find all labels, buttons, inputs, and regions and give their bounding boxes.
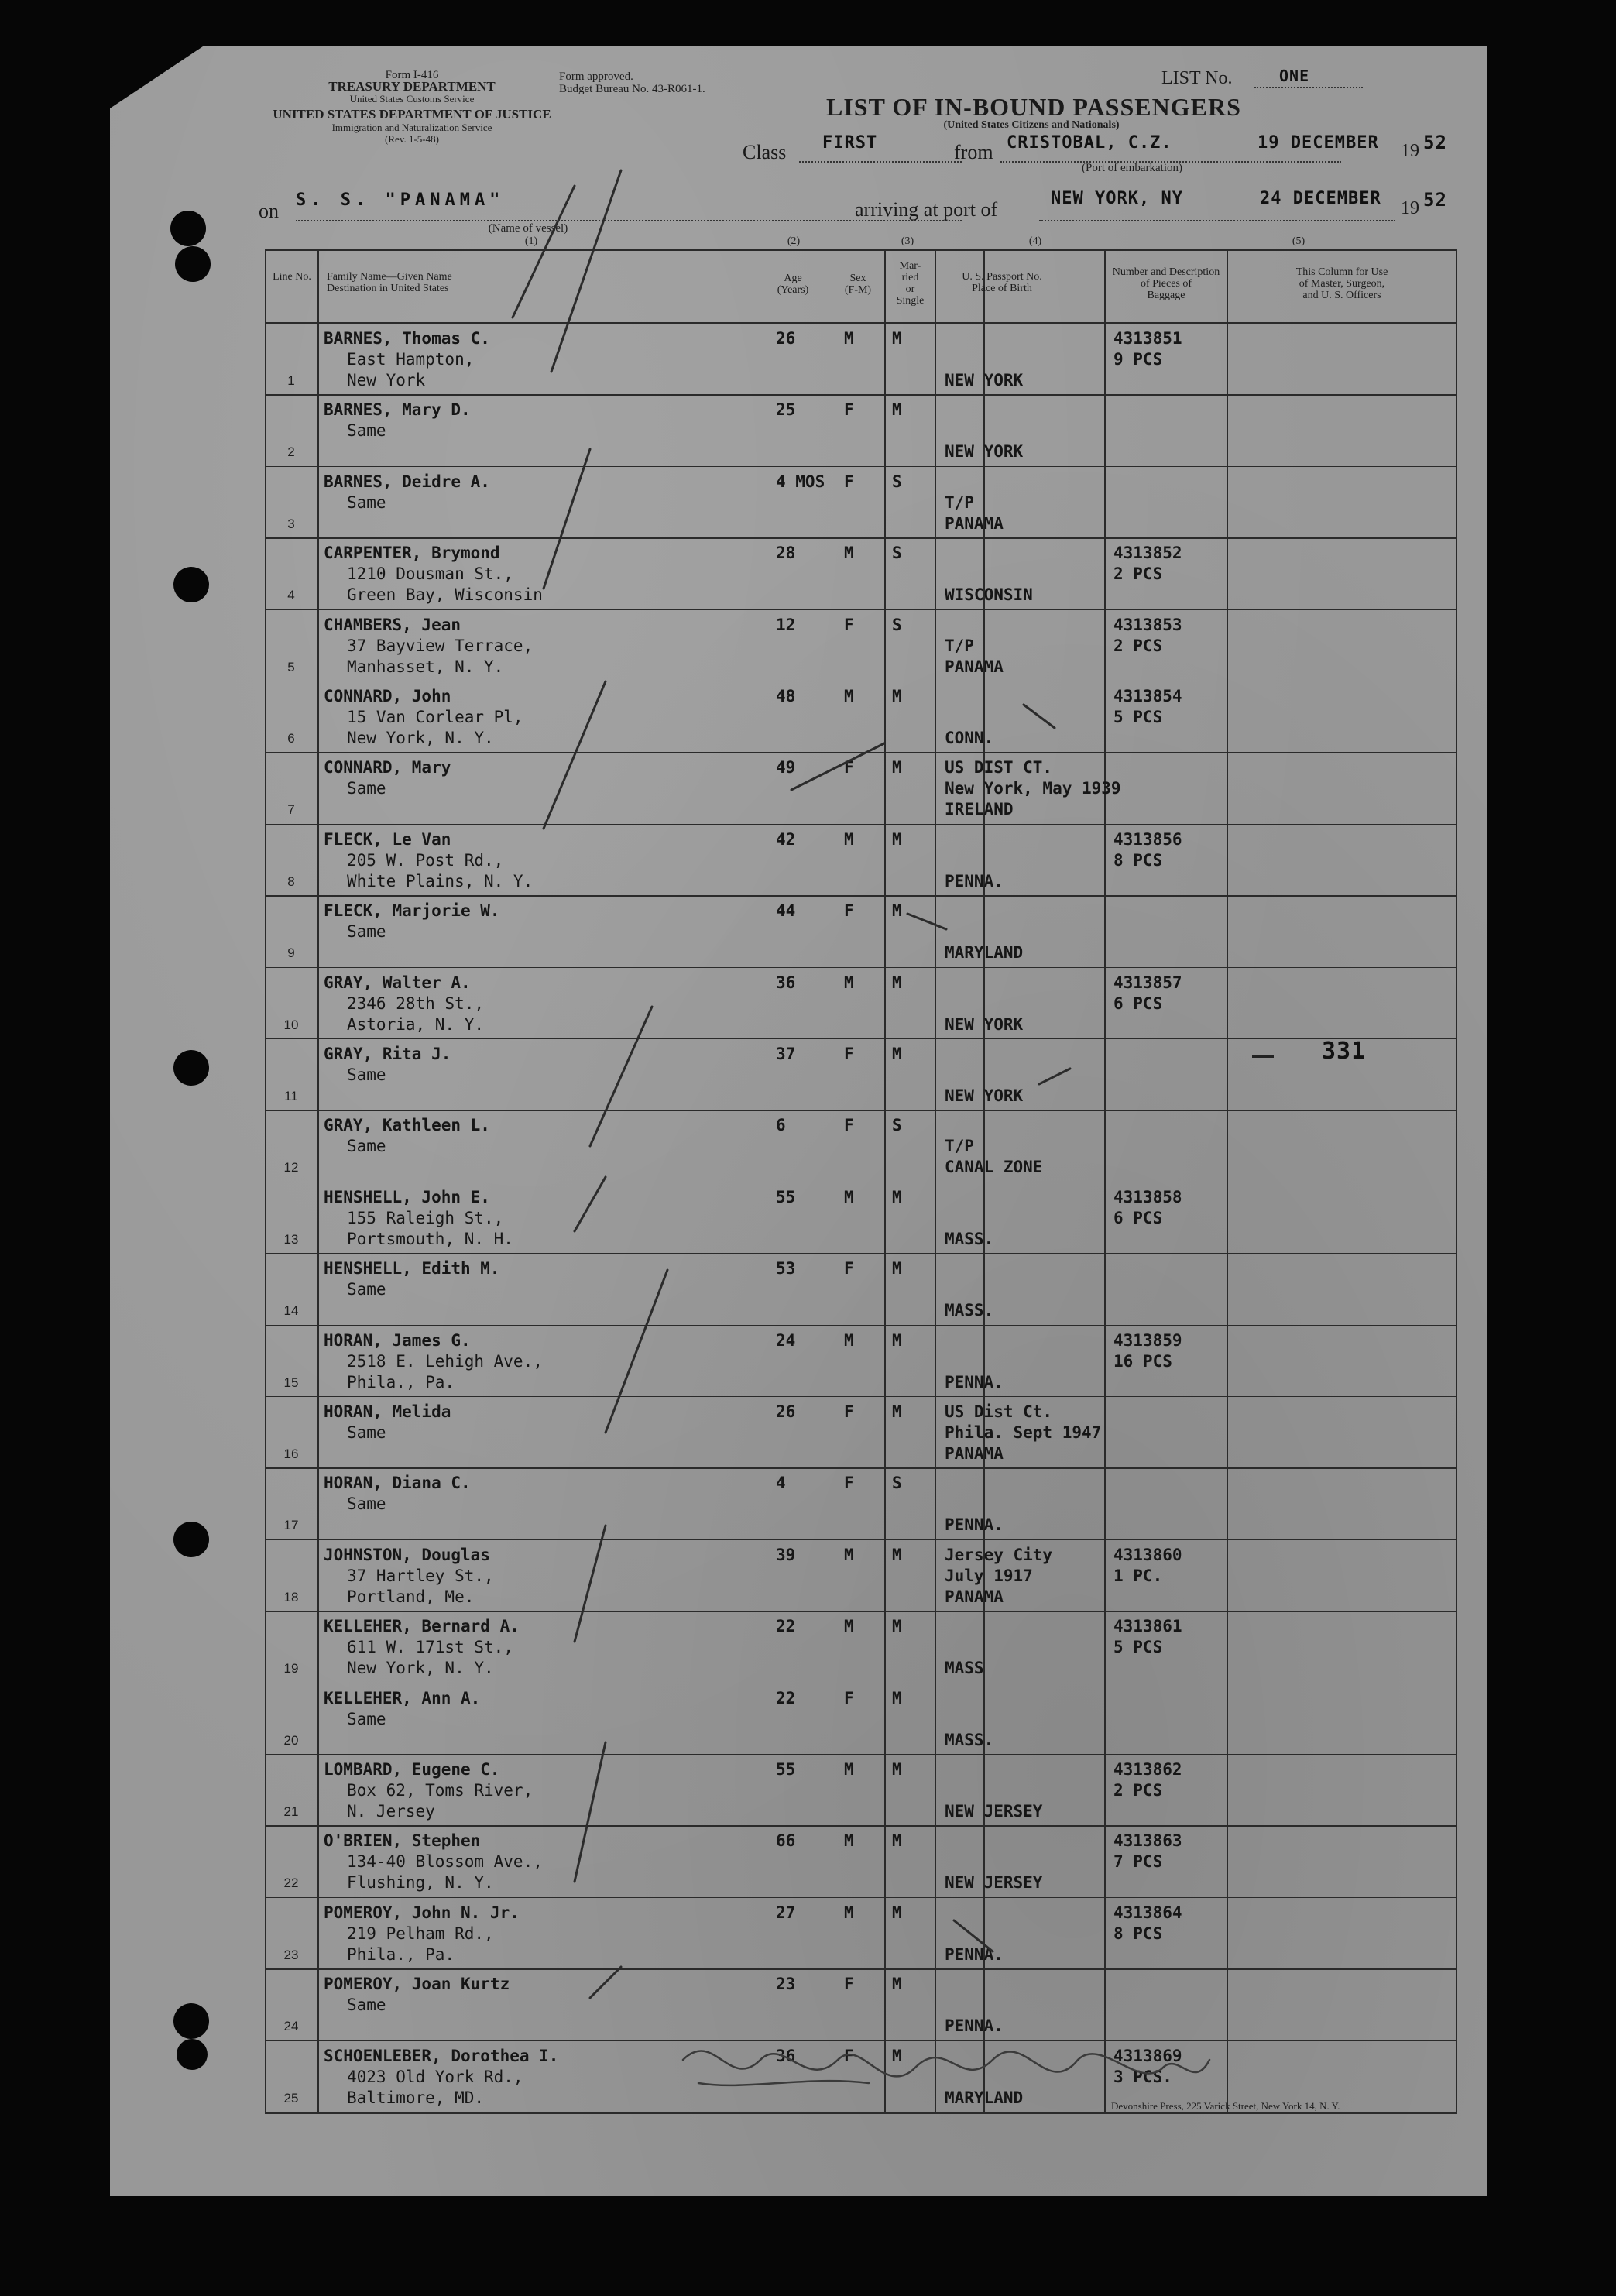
line-number: 11 [284, 1089, 298, 1103]
destination-line: Box 62, Toms River, [347, 1781, 534, 1800]
col-num: (3) [901, 235, 914, 247]
marital-value: M [892, 1831, 902, 1851]
pen-tick-mark [907, 914, 946, 929]
age-value: 22 [776, 1617, 796, 1636]
age-value: 55 [776, 1187, 796, 1206]
line-number: 5 [287, 659, 295, 674]
baggage-pieces: 9 PCS [1113, 350, 1163, 369]
place-of-birth: MARYLAND [945, 2088, 1024, 2107]
age-value: 36 [776, 2046, 796, 2065]
destination-line: Astoria, N. Y. [347, 1014, 485, 1034]
baggage-number: 4313853 [1113, 615, 1182, 634]
arrival-year-prefix: 19 [1401, 198, 1419, 218]
place-of-birth: NEW YORK [945, 1086, 1024, 1105]
baggage-pieces: 1 PC. [1113, 1566, 1163, 1585]
marital-value: M [892, 901, 902, 921]
place-of-birth: IRELAND [945, 800, 1014, 819]
sex-value: M [844, 544, 854, 563]
line-number: 3 [287, 516, 295, 531]
destination-line: 2346 28th St., [347, 994, 485, 1013]
baggage-number: 4313864 [1113, 1903, 1182, 1922]
marital-value: M [892, 1045, 902, 1063]
baggage-number: 4313858 [1113, 1187, 1182, 1206]
baggage-pieces: 6 PCS [1113, 994, 1163, 1013]
sex-value: M [844, 1330, 854, 1350]
baggage-number: 4313859 [1113, 1330, 1182, 1350]
baggage-pieces: 6 PCS [1113, 1208, 1163, 1227]
page-subtitle: (United States Citizens and Nationals) [943, 119, 1120, 131]
col-passport: U. S. Passport No. Place of Birth [962, 271, 1042, 294]
baggage-number: 4313869 [1113, 2046, 1182, 2065]
line-number: 12 [283, 1160, 299, 1175]
line-number: 9 [287, 946, 295, 961]
destination-line: Manhasset, N. Y. [347, 657, 504, 676]
destination-line: 15 Van Corlear Pl, [347, 708, 523, 726]
officer-note: 331 [1322, 1038, 1367, 1065]
col-num: (2) [787, 235, 801, 247]
baggage-pieces: 16 PCS [1113, 1351, 1172, 1371]
destination-line: Portsmouth, N. H. [347, 1229, 513, 1248]
line-number: 10 [283, 1017, 299, 1032]
passenger-name: CONNARD, Mary [324, 758, 451, 777]
baggage-pieces: 8 PCS [1113, 1924, 1163, 1943]
sex-value: F [844, 1688, 854, 1707]
passenger-name: HORAN, James G. [324, 1330, 471, 1350]
destination-line: 1210 Dousman St., [347, 565, 513, 584]
place-of-birth: PENNA. [945, 2016, 1004, 2036]
age-value: 24 [776, 1330, 796, 1350]
pen-check-mark [513, 186, 575, 317]
marital-value: M [892, 829, 902, 849]
age-value: 48 [776, 687, 796, 705]
place-of-birth: PANAMA [945, 1444, 1004, 1463]
baggage-number: 4313852 [1113, 544, 1182, 563]
marital-value: M [892, 1330, 902, 1350]
line-number: 19 [283, 1661, 299, 1677]
baggage-pieces: 2 PCS [1113, 1781, 1163, 1800]
passenger-name: BARNES, Deidre A. [324, 472, 490, 491]
passenger-name: CONNARD, John [324, 687, 451, 705]
pen-check-mark [590, 1007, 652, 1146]
place-of-birth: PENNA. [945, 871, 1004, 891]
line-number: 16 [283, 1447, 299, 1461]
place-of-birth: PENNA. [945, 1944, 1004, 1964]
place-of-birth: MASS. [945, 1301, 994, 1320]
line-number: 25 [283, 2090, 299, 2106]
baggage-pieces: 5 PCS [1113, 1638, 1163, 1657]
from-port: CRISTOBAL, C.Z. [1007, 133, 1172, 153]
baggage-number: 4313860 [1113, 1545, 1182, 1564]
destination-line: Same [347, 1423, 386, 1442]
destination-line: Same [347, 1066, 386, 1084]
age-value: 25 [776, 400, 796, 420]
pen-check-mark [575, 1177, 606, 1231]
age-value: 4 [776, 1474, 786, 1493]
marital-value: M [892, 1259, 902, 1278]
treasury-dept: TREASURY DEPARTMENT [328, 79, 496, 94]
passenger-name: FLECK, Marjorie W. [324, 901, 500, 921]
baggage-number: 4313851 [1113, 329, 1182, 348]
passenger-name: KELLEHER, Ann A. [324, 1688, 481, 1707]
budget-bureau: Budget Bureau No. 43-R061-1. [559, 83, 705, 95]
baggage-number: 4313854 [1113, 687, 1182, 705]
baggage-pieces: 7 PCS [1113, 1852, 1163, 1872]
on-label: on [259, 200, 279, 222]
arrival-year: 52 [1423, 189, 1447, 211]
sex-value: M [844, 829, 854, 849]
passenger-name: CHAMBERS, Jean [324, 615, 461, 634]
line-number: 2 [287, 444, 295, 460]
destination-line: White Plains, N. Y. [347, 871, 534, 891]
customs-service: United States Customs Service [349, 93, 475, 105]
destination-line: New York, N. Y. [347, 729, 494, 747]
sex-value: M [844, 329, 854, 348]
place-of-birth: MASS. [945, 1730, 994, 1749]
age-value: 39 [776, 1545, 796, 1564]
destination-line: 37 Bayview Terrace, [347, 636, 534, 655]
destination-line: Same [347, 922, 386, 942]
destination-line: New York [347, 371, 426, 390]
destination-line: Phila., Pa. [347, 1372, 455, 1392]
marital-value: M [892, 1975, 902, 1994]
sex-value: F [844, 2046, 854, 2065]
pen-check-mark [575, 1526, 606, 1642]
sex-value: F [844, 1259, 854, 1278]
pen-tick-mark [954, 1920, 993, 1951]
handwritten-marks [110, 46, 1487, 2196]
destination-line: Same [347, 779, 386, 798]
marital-value: M [892, 687, 902, 705]
line-number: 22 [283, 1876, 299, 1891]
baggage-pieces: 5 PCS [1113, 708, 1163, 726]
baggage-pieces: 3 PCS. [1113, 2067, 1172, 2086]
passenger-name: CARPENTER, Brymond [324, 544, 500, 563]
destination-line: N. Jersey [347, 1802, 435, 1821]
marital-value: M [892, 1617, 902, 1636]
passenger-name: HENSHELL, John E. [324, 1187, 490, 1206]
marital-value: M [892, 1187, 902, 1206]
passport-line: New York, May 1939 [945, 779, 1121, 798]
line-number: 8 [287, 873, 295, 889]
sex-value: M [844, 1903, 854, 1922]
destination-line: Baltimore, MD. [347, 2088, 485, 2107]
revision: (Rev. 1-5-48) [385, 133, 439, 145]
place-of-birth: NEW JERSEY [945, 1873, 1043, 1893]
marital-value: M [892, 1402, 902, 1421]
age-value: 37 [776, 1045, 796, 1063]
sex-value: M [844, 973, 854, 992]
place-of-birth: WISCONSIN [945, 585, 1033, 605]
age-value: 22 [776, 1688, 796, 1707]
age-value: 26 [776, 1402, 796, 1421]
vessel-name: S. S. "PANAMA" [296, 190, 505, 210]
place-of-birth: PENNA. [945, 1515, 1004, 1535]
passenger-name: GRAY, Rita J. [324, 1045, 451, 1063]
col-age: Age (Years) [777, 273, 809, 296]
pen-check-mark [551, 170, 621, 372]
destination-line: Portland, Me. [347, 1587, 475, 1606]
place-of-birth: PANAMA [945, 1587, 1004, 1606]
marital-value: S [892, 1116, 902, 1135]
passenger-name: HORAN, Melida [324, 1402, 451, 1421]
passenger-name: POMEROY, Joan Kurtz [324, 1975, 510, 1994]
printer-credit: Devonshire Press, 225 Varick Street, New York 14, N. Y. [1111, 2100, 1340, 2112]
sex-value: F [844, 1045, 854, 1063]
marital-value: S [892, 1474, 902, 1493]
baggage-number: 4313863 [1113, 1831, 1182, 1851]
col-name: Family Name—Given Name Destination in United States [327, 271, 452, 294]
age-value: 36 [776, 973, 796, 992]
col-officers: This Column for Use of Master, Surgeon, and U. S. Officers [1295, 266, 1388, 301]
age-value: 49 [776, 758, 796, 777]
list-value: ONE [1279, 67, 1310, 85]
destination-line: 4023 Old York Rd., [347, 2067, 523, 2086]
marital-value: S [892, 544, 902, 563]
line-number: 13 [283, 1231, 299, 1247]
age-value: 27 [776, 1903, 796, 1922]
pen-check-mark [544, 681, 606, 829]
class-value: FIRST [822, 133, 878, 153]
marital-value: M [892, 400, 902, 420]
destination-line: 611 W. 171st St., [347, 1638, 513, 1657]
baggage-pieces: 2 PCS [1113, 565, 1163, 584]
pen-check-mark [590, 1967, 621, 1998]
from-year-prefix: 19 [1401, 141, 1419, 161]
destination-line: Green Bay, Wisconsin [347, 585, 543, 605]
place-of-birth: PENNA. [945, 1372, 1004, 1392]
baggage-number: 4313857 [1113, 973, 1182, 992]
sex-value: F [844, 1116, 854, 1135]
destination-line: 134-40 Blossom Ave., [347, 1852, 543, 1872]
passenger-name: GRAY, Kathleen L. [324, 1116, 490, 1135]
marital-value: M [892, 1903, 902, 1922]
sex-value: F [844, 1474, 854, 1493]
line-number: 18 [283, 1589, 299, 1604]
place-of-birth: MASS [945, 1659, 984, 1678]
passenger-name: HENSHELL, Edith M. [324, 1259, 500, 1278]
arriving-label: arriving at port of [855, 198, 998, 221]
col-num: (4) [1028, 235, 1042, 247]
line-number: 14 [283, 1303, 299, 1319]
passenger-name: JOHNSTON, Douglas [324, 1545, 490, 1564]
sex-value: F [844, 1402, 854, 1421]
baggage-pieces: 2 PCS [1113, 636, 1163, 655]
age-value: 42 [776, 829, 796, 849]
passenger-name: HORAN, Diana C. [324, 1474, 471, 1493]
sex-value: F [844, 400, 854, 420]
marital-value: S [892, 615, 902, 634]
destination-line: Flushing, N. Y. [347, 1873, 494, 1893]
destination-line: East Hampton, [347, 350, 475, 369]
passport-line: Jersey City [945, 1545, 1053, 1564]
passenger-name: BARNES, Thomas C. [324, 329, 490, 348]
marital-value: M [892, 973, 902, 992]
place-of-birth: NEW YORK [945, 442, 1024, 462]
from-year: 52 [1423, 132, 1447, 153]
pen-check-mark [575, 1742, 606, 1882]
line-number: 6 [287, 731, 295, 746]
passenger-name: POMEROY, John N. Jr. [324, 1903, 520, 1922]
pen-check-mark [544, 449, 590, 589]
page-title: LIST OF IN-BOUND PASSENGERS [826, 93, 1241, 121]
destination-line: Same [347, 1709, 386, 1728]
age-value: 4 MOS [776, 472, 825, 491]
col-num: (1) [524, 235, 538, 247]
destination-line: Same [347, 492, 386, 512]
passenger-name: O'BRIEN, Stephen [324, 1831, 481, 1851]
ins-service: Immigration and Naturalization Service [331, 122, 492, 133]
line-number: 4 [287, 588, 295, 603]
passport-line: T/P [945, 492, 974, 512]
place-of-birth: MASS. [945, 1229, 994, 1248]
place-of-birth: PANAMA [945, 513, 1004, 533]
marital-value: M [892, 1545, 902, 1564]
destination-line: Phila., Pa. [347, 1944, 455, 1964]
pen-tick-mark [791, 743, 884, 790]
line-number: 21 [283, 1804, 299, 1819]
passenger-name: KELLEHER, Bernard A. [324, 1617, 520, 1636]
sex-value: F [844, 901, 854, 921]
marital-value: M [892, 1688, 902, 1707]
port-embark-caption: (Port of embarkation) [1082, 162, 1182, 174]
sex-value: M [844, 1760, 854, 1779]
destination-line: 2518 E. Lehigh Ave., [347, 1351, 543, 1371]
line-number: 23 [283, 1947, 299, 1962]
place-of-birth: CONN. [945, 729, 994, 747]
passport-line: Phila. Sept 1947 [945, 1423, 1102, 1442]
manifest-page [110, 46, 1487, 2196]
form-number: Form I-416 [385, 69, 439, 81]
baggage-number: 4313861 [1113, 1617, 1182, 1636]
age-value: 28 [776, 544, 796, 563]
destination-line: Same [347, 421, 386, 441]
marital-value: M [892, 758, 902, 777]
col-line-no: Line No. [273, 271, 311, 283]
age-value: 66 [776, 1831, 796, 1851]
passenger-name: LOMBARD, Eugene C. [324, 1760, 500, 1779]
marital-value: S [892, 472, 902, 491]
place-of-birth: NEW JERSEY [945, 1802, 1043, 1821]
age-value: 23 [776, 1975, 796, 1994]
sex-value: M [844, 687, 854, 705]
arrival-date: 24 DECEMBER [1260, 189, 1381, 208]
passenger-name: FLECK, Le Van [324, 829, 451, 849]
pen-signature [683, 2051, 1209, 2076]
destination-line: New York, N. Y. [347, 1659, 494, 1678]
age-value: 6 [776, 1116, 786, 1135]
sex-value: M [844, 1617, 854, 1636]
passport-line: US DIST CT. [945, 758, 1053, 777]
destination-line: Same [347, 1495, 386, 1514]
sex-value: F [844, 472, 854, 491]
passenger-name: GRAY, Walter A. [324, 973, 471, 992]
sex-value: M [844, 1187, 854, 1206]
age-value: 53 [776, 1259, 796, 1278]
col-baggage: Number and Description of Pieces of Baggage [1112, 266, 1220, 301]
line-number: 1 [287, 373, 295, 388]
sex-value: F [844, 615, 854, 634]
destination-line: 155 Raleigh St., [347, 1208, 504, 1227]
marital-value: M [892, 2046, 902, 2065]
line-number: 17 [283, 1518, 299, 1533]
col-sex: Sex (F-M) [844, 273, 872, 296]
place-of-birth: NEW YORK [945, 371, 1024, 390]
baggage-number: 4313856 [1113, 829, 1182, 849]
col-num: (5) [1292, 235, 1305, 247]
list-label: LIST No. [1161, 68, 1233, 88]
destination-line: Same [347, 1996, 386, 2015]
passport-line: US Dist Ct. [945, 1402, 1053, 1421]
sex-value: M [844, 1831, 854, 1851]
marital-value: M [892, 1760, 902, 1779]
age-value: 44 [776, 901, 796, 921]
pen-check-mark [606, 1270, 667, 1433]
place-of-birth: CANAL ZONE [945, 1158, 1043, 1177]
age-value: 55 [776, 1760, 796, 1779]
from-label: from [954, 141, 993, 163]
baggage-pieces: 8 PCS [1113, 850, 1163, 870]
arrival-port: NEW YORK, NY [1051, 189, 1183, 208]
pen-tick-mark [1024, 705, 1055, 728]
place-of-birth: PANAMA [945, 657, 1004, 676]
passenger-name: SCHOENLEBER, Dorothea I. [324, 2046, 559, 2065]
passenger-name: BARNES, Mary D. [324, 400, 471, 420]
line-number: 7 [287, 802, 295, 818]
passport-line: July 1917 [945, 1566, 1033, 1585]
destination-line: Same [347, 1137, 386, 1156]
place-of-birth: MARYLAND [945, 943, 1024, 963]
marital-value: M [892, 329, 902, 348]
line-number: 15 [283, 1375, 299, 1390]
destination-line: 37 Hartley St., [347, 1566, 494, 1585]
line-number: 20 [283, 1732, 299, 1748]
sex-value: F [844, 758, 854, 777]
line-number: 24 [283, 2019, 299, 2034]
destination-line: 205 W. Post Rd., [347, 850, 504, 870]
form-approved: Form approved. [559, 70, 633, 83]
destination-line: 219 Pelham Rd., [347, 1924, 494, 1943]
baggage-number: 4313862 [1113, 1760, 1182, 1779]
age-value: 26 [776, 329, 796, 348]
from-date: 19 DECEMBER [1257, 133, 1379, 153]
sex-value: M [844, 1545, 854, 1564]
destination-line: Same [347, 1280, 386, 1299]
vessel-caption: (Name of vessel) [488, 222, 568, 235]
place-of-birth: NEW YORK [945, 1014, 1024, 1034]
pen-tick-mark [1039, 1069, 1070, 1084]
passport-line: T/P [945, 636, 974, 655]
justice-dept: UNITED STATES DEPARTMENT OF JUSTICE [273, 107, 551, 122]
pen-signature [698, 2081, 869, 2085]
passport-line: T/P [945, 1137, 974, 1156]
age-value: 12 [776, 615, 796, 634]
sex-value: F [844, 1975, 854, 1994]
col-married: Mar- ried or Single [896, 260, 925, 307]
class-label: Class [743, 141, 787, 163]
